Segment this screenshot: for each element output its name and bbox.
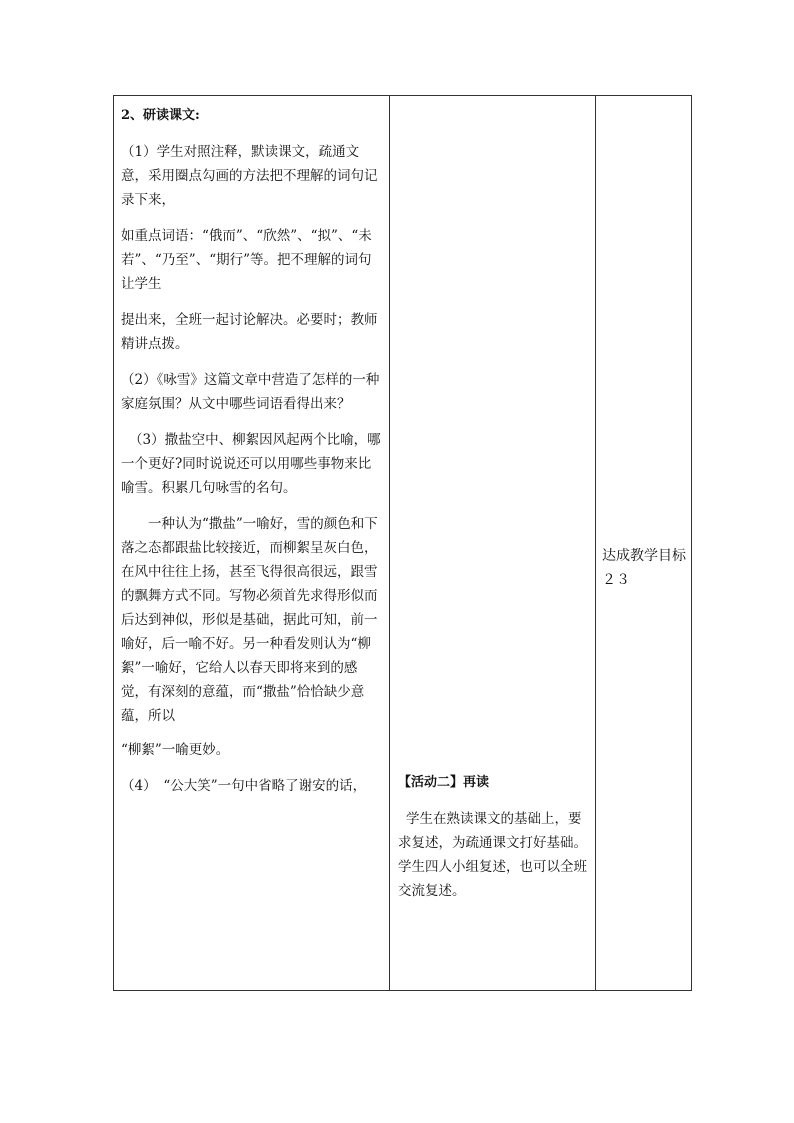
goal-cell (596, 96, 692, 990)
paragraph-5: （3）撒盐空中、柳絮因风起两个比喻，哪一个更好?同时说说还可以用哪些事物来比喻雪。积累几句咏雪的名句。 (121, 432, 381, 496)
teaching-content-cell (114, 96, 389, 990)
student-activity-cell (390, 96, 595, 990)
activity-text: 学生在熟读课文的基础上，要求复述，为疏通课文打好基础。学生四人小组复述，也可以全班交流复述。 (398, 811, 587, 899)
lesson-table (113, 95, 692, 991)
paragraph-6: 一种认为“撒盐”一喻好，雪的颜色和下落之态都跟盐比较接近，而柳絮呈灰白色，在风中往往上扬，甚至飞得很高很远，跟雪的飘舞方式不同。写物必须首先求得形似而后达到神似，形似是基础，据此可知，前一喻好，后一喻不好。另一种看发则认为“柳絮”一喻好，它给人以春天即将来到的感觉，有深刻的意蕴，而“撒盐”恰恰缺少意蕴，所以 (121, 516, 378, 724)
paragraph-1: （1）学生对照注释，默读课文，疏通文意，采用圈点勾画的方法把不理解的词句记录下来， (121, 144, 378, 208)
activity-two (398, 771, 588, 903)
teaching-goal: 达成教学目标２３ (602, 548, 686, 588)
paragraph-2: 如重点词语：“俄而”、“欣然”、“拟”、“未若”、“乃至”、“期行”等。把不理解的词句让学生 (121, 228, 372, 292)
paragraph-8: （4） “公大笑”一句中省略了谢安的话， (121, 778, 367, 794)
section-heading: 2、研读课文: (121, 108, 200, 123)
activity-title: 【活动二】再读 (398, 775, 490, 790)
paragraph-4: （2）《咏雪》这篇文章中营造了怎样的一种家庭氛围？从文中哪些词语看得出来？ (121, 372, 380, 412)
paragraph-3: 提出来，全班一起讨论解决。必要时；教师精讲点拨。 (121, 312, 378, 352)
paragraph-7: “柳絮”一喻更妙。 (121, 742, 230, 758)
